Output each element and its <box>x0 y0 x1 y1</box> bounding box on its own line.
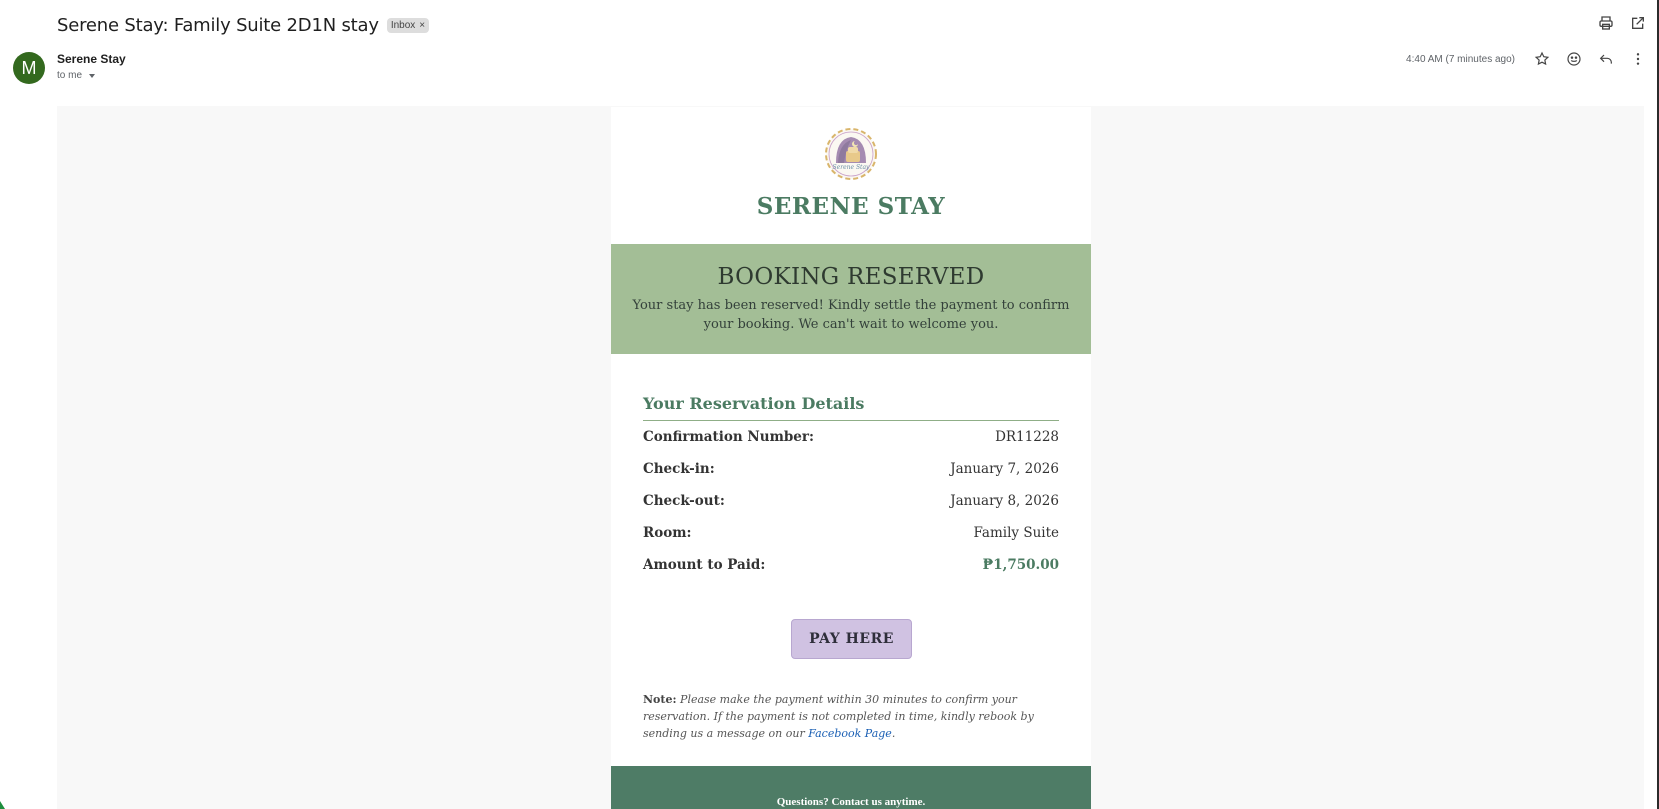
recipient-text: to me <box>57 70 83 81</box>
pay-here-button[interactable]: PAY HERE <box>791 619 912 659</box>
amount-due: ₱1,750.00 <box>982 557 1059 573</box>
confirmation-number: DR11228 <box>995 429 1059 445</box>
label-text: Inbox <box>390 19 416 31</box>
note-label: Note: <box>643 693 677 706</box>
detail-label: Check-out: <box>643 493 725 509</box>
inbox-label-chip[interactable] <box>387 18 429 33</box>
email-subject-row <box>57 12 429 38</box>
banner-title: BOOKING RESERVED <box>717 264 985 290</box>
open-in-new-window-icon[interactable] <box>1629 14 1647 32</box>
star-icon[interactable] <box>1533 50 1551 68</box>
print-icon[interactable] <box>1597 14 1615 32</box>
message-actions <box>1406 50 1647 68</box>
detail-row-checkin <box>643 453 1059 485</box>
svg-text:Serene Stay: Serene Stay <box>832 164 870 171</box>
detail-label: Amount to Paid: <box>643 557 766 573</box>
detail-row-confirmation <box>643 421 1059 453</box>
more-options-icon[interactable] <box>1629 50 1647 68</box>
sender-avatar[interactable]: M <box>13 52 45 84</box>
reservation-details <box>643 394 1059 581</box>
brand-title: SERENE STAY <box>756 193 946 220</box>
reply-icon[interactable] <box>1597 50 1615 68</box>
checkout-date: January 8, 2026 <box>950 493 1059 509</box>
checkin-date: January 7, 2026 <box>950 461 1059 477</box>
room-type: Family Suite <box>973 525 1059 541</box>
section-title: Your Reservation Details <box>643 394 1059 421</box>
note-text: Please make the payment within 30 minutes to confirm your reservation. If the payment is not completed in time, kindly rebook by sending us a message on our <box>643 693 1034 740</box>
booking-banner <box>611 244 1091 354</box>
detail-label: Check-in: <box>643 461 715 477</box>
corner-accent <box>0 801 5 809</box>
email-footer <box>611 766 1091 809</box>
detail-row-amount <box>643 549 1059 581</box>
emoji-react-icon[interactable] <box>1565 50 1583 68</box>
top-actions <box>1597 14 1647 32</box>
email-card <box>611 107 1091 809</box>
detail-label: Confirmation Number: <box>643 429 814 445</box>
banner-text: Your stay has been reserved! Kindly settle the payment to confirm your booking. We can't wait to welcome you. <box>632 298 1070 332</box>
remove-label-icon[interactable]: × <box>419 19 426 31</box>
payment-note <box>643 691 1059 742</box>
recipient-details-toggle[interactable] <box>57 70 95 81</box>
serene-stay-logo <box>824 127 878 181</box>
facebook-page-link[interactable]: Facebook Page <box>808 727 892 740</box>
sender-name[interactable]: Serene Stay <box>57 52 126 66</box>
detail-row-checkout <box>643 485 1059 517</box>
email-subject: Serene Stay: Family Suite 2D1N stay <box>57 14 379 36</box>
chevron-down-icon <box>89 74 95 78</box>
timestamp: 4:40 AM (7 minutes ago) <box>1406 53 1515 65</box>
footer-text: Questions? Contact us anytime. <box>776 796 926 808</box>
detail-label: Room: <box>643 525 692 541</box>
note-end: . <box>891 727 896 740</box>
detail-row-room <box>643 517 1059 549</box>
